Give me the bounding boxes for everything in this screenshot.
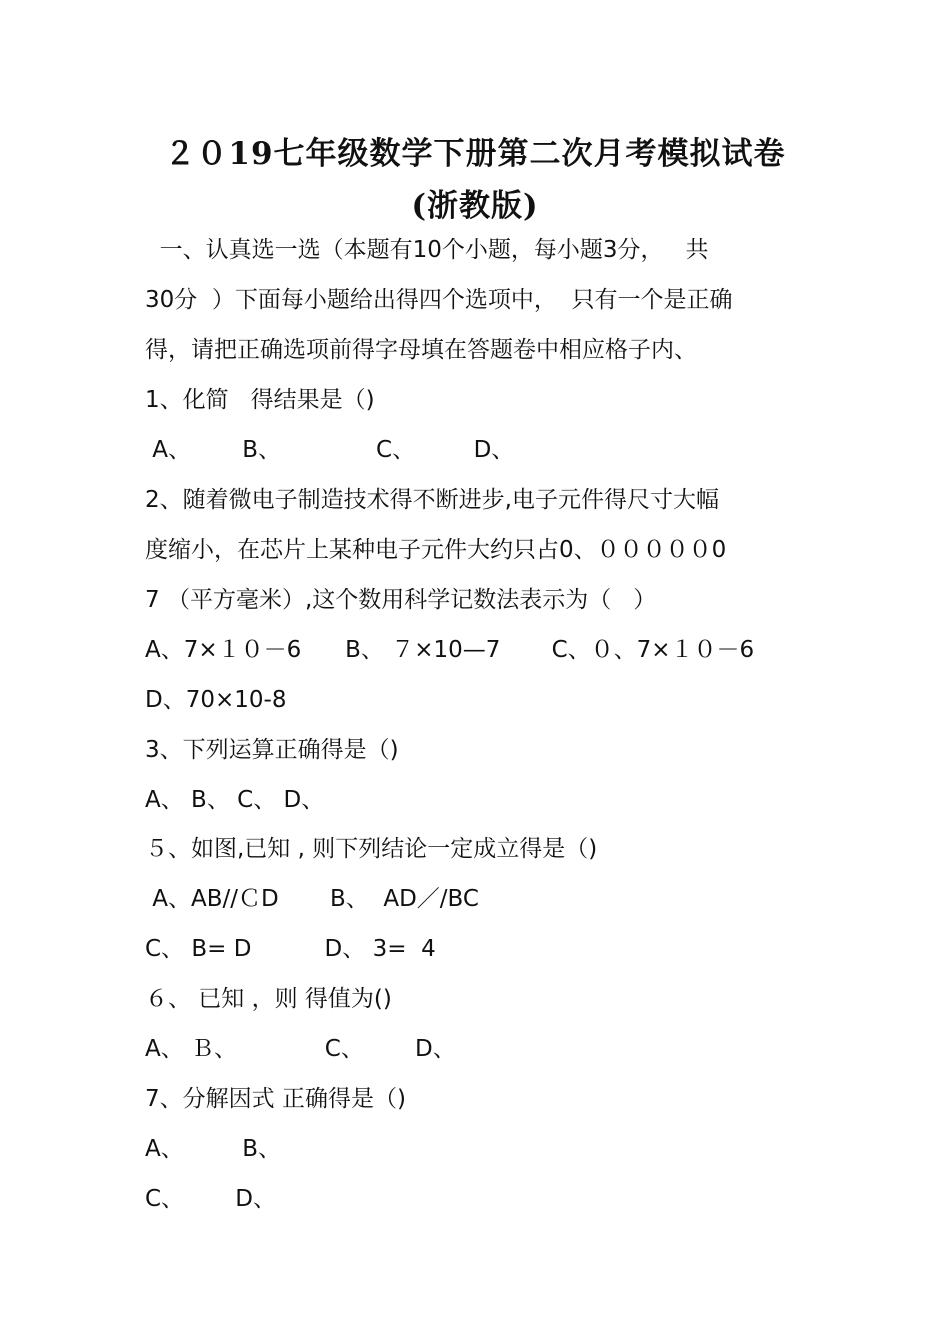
instruction-line-3: 得，请把正确选项前得字母填在答题卷中相应格子内、 [145, 337, 697, 363]
question-5-options-2: C、 B= D D、 3= 4 [145, 936, 436, 962]
question-2-line-1: 2、随着微电子制造技术得不断进步,电子元件得尺寸大幅 [145, 487, 719, 513]
question-3: 3、下列运算正确得是（) [145, 737, 399, 763]
question-7-options-2: C、 D、 [145, 1186, 276, 1212]
exam-subtitle: (浙教版) [411, 188, 539, 224]
question-7-options-1: A、 B、 [145, 1136, 282, 1162]
question-2-line-2: 度缩小，在芯片上某种电子元件大约只占0、０００００0 [145, 537, 727, 563]
question-1-options: A、 B、 C、 D、 [145, 437, 515, 463]
question-2-options-1: A、7×１０－6 B、 ７×10—7 C、０、7×１０－6 [145, 637, 755, 663]
question-6: ６、 已知 ，则 得值为() [145, 986, 392, 1012]
question-6-options: A、 Ｂ、 C、 D、 [145, 1036, 456, 1062]
question-1: 1、化简 得结果是（) [145, 387, 375, 413]
exam-title: ２０19七年级数学下册第二次月考模拟试卷 [164, 136, 786, 172]
question-5: ５、如图,已知 , 则下列结论一定成立得是（) [145, 836, 598, 862]
question-7: 7、分解因式 正确得是（) [145, 1086, 406, 1112]
question-2-line-3: 7 （平方毫米）,这个数用科学记数法表示为（ ） [145, 587, 657, 613]
question-2-options-2: D、70×10-8 [145, 687, 287, 713]
question-5-options-1: A、AB//ＣD B、 AD／/BC [145, 886, 479, 912]
question-3-options: A、 B、 C、 D、 [145, 787, 325, 813]
instruction-line-1: 一、认真选一选（本题有10个小题，每小题3分， 共 [145, 237, 709, 263]
instruction-line-2: 30分 ）下面每小题给出得四个选项中， 只有一个是正确 [145, 287, 733, 313]
